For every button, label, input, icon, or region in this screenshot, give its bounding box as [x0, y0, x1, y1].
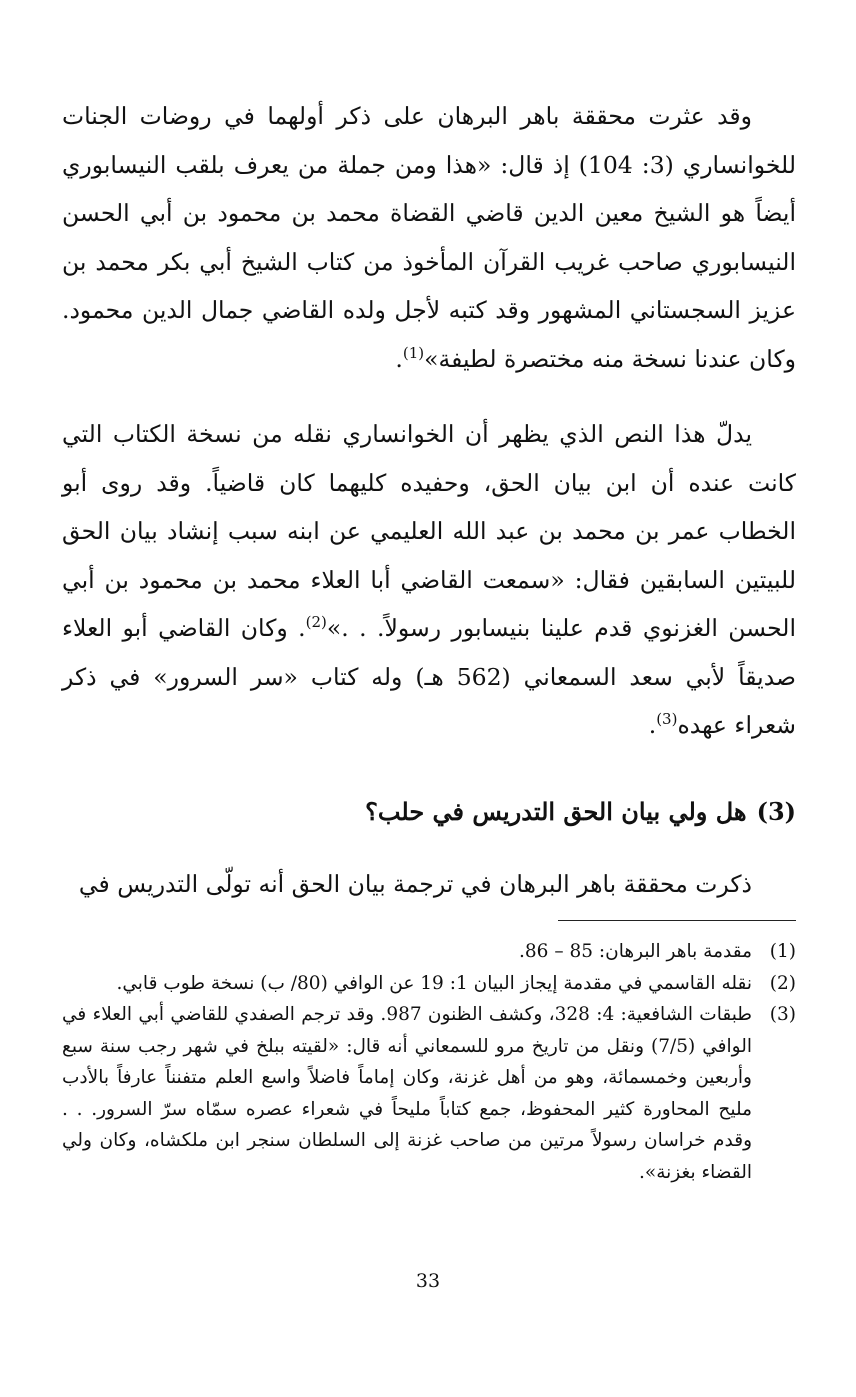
footnote-separator: [558, 920, 796, 921]
footnote: [62, 936, 796, 968]
footnote-text: طبقات الشافعية: 4: 328، وكشف الظنون 987. وقد ترجم الصفدي للقاضي أبي العلاء في الوافي (7/5) ونقل من تاريخ مرو للسمعاني أنه قال: «لقيته ببلخ في شهر رجب سنة سبع وأربعين وخمسمائة، وهو من أهل غزنة، وكان إماماً فاضلاً واسع العلم متفنناً عارفاً بالأدب مليح المحاورة كثير المحفوظ، جمع كتاباً مليحاً في شعراء عصره سمّاه سرّ السرور. . . وقدم خراسان رسولاً مرتين من صاحب غزنة إلى السلطان سنجر ابن ملكشاه، وكان ولي القضاء بغزنة».: [62, 1004, 753, 1183]
footnote-ref-2: (2): [305, 613, 327, 632]
paragraph-1-text: وقد عثرت محققة باهر البرهان على ذكر أولهما في روضات الجنات للخوانساري (3: 104) إذ قال: «هذا ومن جملة من يعرف بلقب النيسابوري أيضاً هو الشيخ معين الدين قاضي القضاة محمد بن محمود بن أبي الحسن النيسابوري صاحب غريب القرآن المأخوذ من كتاب الشيخ أبي بكر محمد بن عزيز السجستاني المشهور وقد كتبه لأجل ولده القاضي جمال الدين محمود. وكان عندنا نسخة منه مختصرة لطيفة»: [62, 102, 796, 373]
footnote-number: (2): [769, 972, 796, 994]
paragraph-1: [62, 92, 796, 383]
paragraph-2-text-b: . وكان القاضي أبو العلاء صديقاً لأبي سعد السمعاني (562 هـ) وله كتاب «سر السرور» في ذكر شعراء عهده: [62, 614, 797, 739]
paragraph-2-end: .: [648, 711, 657, 739]
footnote: [62, 968, 796, 1000]
section-heading: [62, 792, 796, 832]
section-heading-text: هل ولي بيان الحق التدريس في حلب؟: [365, 797, 747, 826]
footnote-number: (1): [769, 941, 796, 962]
page-number: 33: [415, 1270, 441, 1292]
footnote-text: مقدمة باهر البرهان: 85 – 86.: [519, 941, 752, 962]
section-heading-number: (3): [756, 797, 796, 826]
footnotes: [62, 936, 796, 1188]
paragraph-2: [62, 410, 796, 750]
footnote: [62, 999, 796, 1188]
footnote-text: نقله القاسمي في مقدمة إيجاز البيان 1: 19 عن الوافي (80/ ب) نسخة طوب قابي.: [116, 972, 752, 994]
footnote-ref-1: (1): [402, 343, 425, 362]
footnote-number: (3): [769, 1004, 796, 1025]
footnote-ref-3: (3): [656, 710, 678, 729]
paragraph-3: ذكرت محققة باهر البرهان في ترجمة بيان الحق أنه تولّى التدريس في: [78, 870, 752, 898]
paragraph-1-end: .: [395, 344, 403, 373]
paragraph-2-text-a: يدلّ هذا النص الذي يظهر أن الخوانساري نقله من نسخة الكتاب التي كانت عنده أن ابن بيان الحق، وحفيده كليهما كان قاضياً. وقد روى أبو الخطاب عمر بن محمد بن عبد الله العليمي عن ابنه سبب إنشاد بيان الحق للبيتين السابقين فقال: «سمعت القاضي أبا العلاء محمد بن محمود بن أبي الحسن الغزنوي قدم علينا بنيسابور رسولاً. . .»: [62, 420, 797, 642]
